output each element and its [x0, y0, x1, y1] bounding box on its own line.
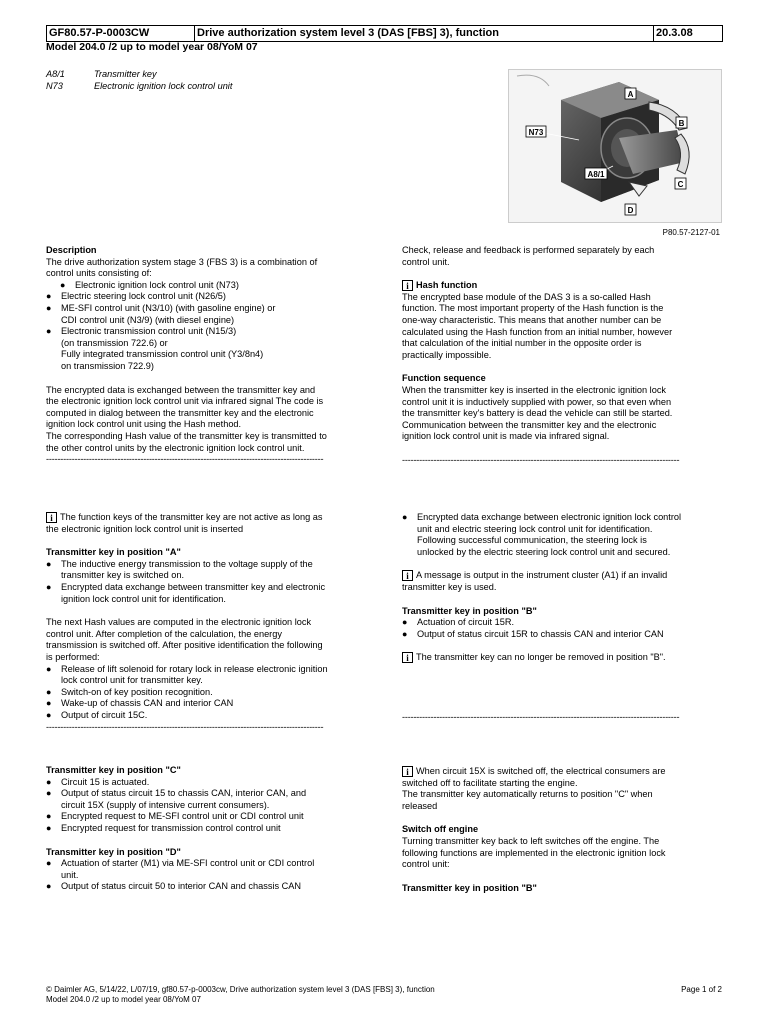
description-section	[46, 245, 368, 466]
position-b-section	[402, 512, 724, 724]
text-line: Check, release and feedback is performed separately by each	[402, 245, 655, 255]
text-line: ignition lock control unit is made via infrared signal.	[402, 431, 610, 442]
ignition-lock-illustration	[509, 70, 722, 223]
list-item: ● Electronic ignition lock control unit (N73)	[60, 279, 239, 290]
text-line: is performed:	[46, 651, 100, 662]
text-line: practically impossible.	[402, 349, 492, 360]
text-line: control units consisting of:	[46, 268, 152, 279]
list-item: ● Encrypted data exchange between electronic ignition lock control unit and electric steering lock control unit for identification. Following successful communication, the steering lock is unlocked by the electric steering lock control unit and secured.	[402, 512, 682, 557]
legend-label: Transmitter key	[94, 69, 157, 79]
text-line: that calculation of the initial number in the opposite order is	[402, 338, 642, 349]
text-line: function. The most important property of the Hash function is the	[402, 303, 664, 314]
list-item: ● ME-SFI control unit (N3/10) (with gasoline engine) or CDI control unit (N3/9) (with diesel engine)	[46, 302, 276, 325]
note: i The transmitter key can no longer be removed in position "B".	[402, 652, 724, 664]
list-item: ● The inductive energy transmission to the voltage supply of the transmitter key is switched on.	[46, 558, 313, 581]
text-line: Turning transmitter key back to left switches off the engine. The	[402, 835, 660, 846]
legend-label: Electronic ignition lock control unit	[94, 81, 233, 91]
note: i When circuit 15X is switched off, the electrical consumers are	[402, 766, 724, 778]
model-line: Model 204.0 /2 up to model year 08/YoM 07	[46, 41, 258, 53]
text-line: Communication between the transmitter key and the electronic	[402, 419, 657, 430]
text-line: the electronic ignition lock control unit is inserted	[46, 523, 244, 534]
separator: -------------------------------------------------------------------------------------------------	[46, 454, 324, 465]
switch-off-title: Switch off engine	[402, 824, 479, 835]
position-b-title: Transmitter key in position "B"	[402, 605, 537, 616]
description-title: Description	[46, 245, 97, 255]
list-item: ● Output of status circuit 50 to interior CAN and chassis CAN	[46, 881, 301, 892]
label-a: A	[627, 90, 634, 99]
list-item: ● Encrypted request for transmission control control unit	[46, 822, 281, 833]
legend-code: N73	[46, 81, 63, 91]
position-a-section	[46, 512, 368, 733]
info-icon: i	[402, 652, 413, 663]
label-c: C	[677, 180, 684, 189]
position-c-section	[46, 765, 368, 893]
list-item: ● Encrypted data exchange between transmitter key and electronic ignition lock control unit for identification.	[46, 581, 326, 604]
text-line: The corresponding Hash value of the transmitter key is transmitted to	[46, 430, 327, 441]
label-n73: N73	[528, 128, 544, 137]
list-item: ● Output of circuit 15C.	[46, 709, 148, 720]
list-item: ● Electronic transmission control unit (N15/3) (on transmission 722.6) or Fully integrated transmission control unit (Y3/8n4) on transmission 722.9)	[46, 326, 264, 371]
text-line: control unit. After completion of the calculation, the energy	[46, 628, 282, 639]
separator: -------------------------------------------------------------------------------------------------	[402, 454, 680, 465]
text-line: released	[402, 800, 438, 811]
list-item: ● Output of status circuit 15 to chassis CAN, interior CAN, and circuit 15X (supply of intensive current consumers).	[46, 788, 307, 810]
info-icon: i	[402, 766, 413, 777]
ignition-lock-figure	[508, 69, 722, 223]
info-icon: i	[402, 570, 413, 581]
note: i The function keys of the transmitter key are not active as long as	[46, 512, 368, 524]
list-item: ● Electric steering lock control unit (N26/5)	[46, 291, 226, 302]
text-line: transmission is switched off. After positive identification the following	[46, 640, 323, 651]
doc-title: Drive authorization system level 3 (DAS [FBS] 3), function	[195, 26, 654, 41]
text-line: The next Hash values are computed in the electronic ignition lock	[46, 617, 312, 628]
list-item: ● Switch-on of key position recognition.	[46, 686, 213, 697]
text-line: control unit.	[402, 256, 450, 267]
info-icon: i	[402, 280, 413, 291]
legend-item	[46, 81, 232, 93]
footer-line1: © Daimler AG, 5/14/22, L/07/19, gf80.57-p-0003cw, Drive authorization system level 3 (DAS [FBS] 3), function	[46, 985, 435, 994]
switch-off-section	[402, 766, 724, 894]
header-table	[46, 25, 723, 42]
list-item: ● Encrypted request to ME-SFI control unit or CDI control unit	[46, 811, 304, 822]
text-line: control unit it is inductively supplied with power, so that even when	[402, 396, 672, 407]
position-d-title: Transmitter key in position "D"	[46, 846, 181, 857]
text-line: one-way characteristic. This means that another number can be	[402, 314, 662, 325]
text-line: computed in dialog between the transmitter key and the electronic	[46, 407, 314, 418]
text-line: ignition lock control unit using the Hash method.	[46, 419, 242, 430]
page-number: Page 1 of 2	[681, 985, 722, 994]
label-d: D	[627, 206, 634, 215]
position-a-title: Transmitter key in position "A"	[46, 547, 181, 558]
text-line: following functions are implemented in the electronic ignition lock	[402, 847, 666, 858]
legend-item	[46, 69, 157, 81]
position-c-title: Transmitter key in position "C"	[46, 765, 181, 775]
text-line: the other control units by the electronic ignition lock control unit.	[46, 442, 305, 453]
text-line: switched off to facilitate starting the engine.	[402, 777, 578, 788]
figure-code: P80.57-2127-01	[662, 228, 720, 237]
label-b: B	[678, 119, 685, 128]
position-b2-title: Transmitter key in position "B"	[402, 882, 537, 893]
note: i A message is output in the instrument cluster (A1) if an invalid	[402, 570, 724, 582]
info-icon: i	[46, 512, 57, 523]
list-item: ● Actuation of starter (M1) via ME-SFI control unit or CDI control unit.	[46, 858, 315, 880]
separator: -------------------------------------------------------------------------------------------------	[46, 721, 324, 732]
function-sequence-title: Function sequence	[402, 373, 486, 384]
footer	[46, 985, 722, 1005]
doc-id: GF80.57-P-0003CW	[47, 26, 195, 41]
list-item: ● Circuit 15 is actuated.	[46, 776, 150, 787]
text-line: the transmitter key's battery is dead the vehicle can still be started.	[402, 408, 673, 419]
hash-title: i Hash function	[402, 280, 724, 292]
list-item: ● Output of status circuit 15R to chassis CAN and interior CAN	[402, 628, 664, 639]
text-line: The transmitter key automatically returns to position "C" when	[402, 789, 653, 800]
label-a81: A8/1	[587, 170, 605, 179]
text-line: The encrypted base module of the DAS 3 is a so-called Hash	[402, 291, 651, 302]
hash-section	[402, 245, 724, 467]
text-line: The drive authorization system stage 3 (FBS 3) is a combination of	[46, 256, 318, 267]
text-line: the electronic ignition lock control unit via infrared signal The code is	[46, 396, 324, 407]
list-item: ● Release of lift solenoid for rotary lock in release electronic ignition lock control unit for transmitter key.	[46, 663, 328, 686]
legend-code: A8/1	[46, 69, 65, 79]
text-line: transmitter key is used.	[402, 581, 497, 592]
text-line: control unit:	[402, 859, 450, 870]
list-item: ● Actuation of circuit 15R.	[402, 617, 515, 628]
text-line: The encrypted data is exchanged between the transmitter key and	[46, 384, 316, 395]
list-item: ● Wake-up of chassis CAN and interior CAN	[46, 698, 234, 709]
separator: -------------------------------------------------------------------------------------------------	[402, 711, 680, 722]
doc-date: 20.3.08	[656, 27, 693, 39]
text-line: When the transmitter key is inserted in the electronic ignition lock	[402, 384, 667, 395]
footer-line2: Model 204.0 /2 up to model year 08/YoM 07	[46, 995, 201, 1004]
text-line: calculated using the Hash function from an initial number, however	[402, 326, 673, 337]
